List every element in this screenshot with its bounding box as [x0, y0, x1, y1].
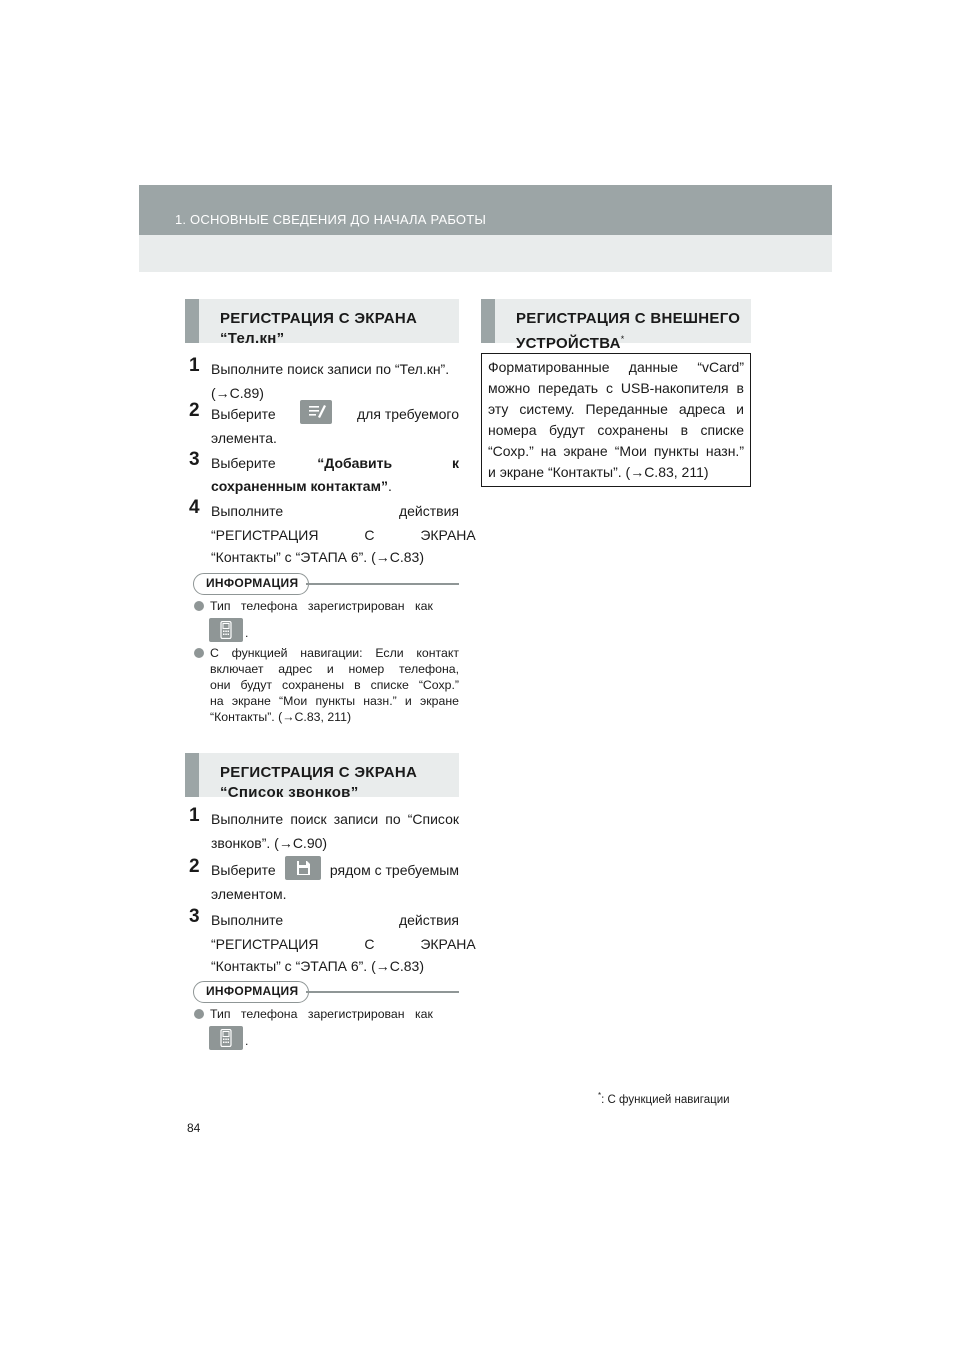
section-accent	[185, 753, 199, 797]
step-3: 3 Выполните действия “РЕГИСТРАЦИЯ С ЭКРАНА “Контакты” с “ЭТАПА 6”. (→С.83)	[189, 906, 476, 974]
step-3: 3 Выберите “Добавить к сохраненным контактам”.	[189, 449, 459, 494]
phone-icon	[209, 1026, 243, 1050]
section-heading-external-device	[481, 299, 751, 352]
bullet-dot	[194, 648, 204, 658]
footnote: *: С функцией навигации	[598, 1091, 730, 1106]
section-accent	[185, 299, 199, 343]
bullet-dot	[194, 1009, 204, 1019]
section-heading-phonebook	[185, 299, 459, 347]
step-1: 1 Выполните поиск записи по “Список звонков”. (→С.90)	[189, 805, 459, 851]
section-title: РЕГИСТРАЦИЯ С ЭКРАНА “Тел.кн”	[220, 310, 418, 347]
step-4: 4 Выполните действия “РЕГИСТРАЦИЯ С ЭКРАНА “Контакты” с “ЭТАПА 6”. (→С.83)	[189, 497, 476, 565]
chapter-header-subbar	[139, 235, 832, 272]
info-rule	[306, 991, 459, 993]
info-badge: ИНФОРМАЦИЯ	[193, 981, 309, 1003]
step-2: 2 Выберите рядом с требуемым элементом.	[189, 856, 459, 902]
section-accent	[481, 299, 495, 343]
vcard-info-box: Форматированные данные “vCard” можно передать с USB-накопителя в эту систему. Переданные адреса и номера будут сохранены в списке “Сохр.” на экране “Мои пункты назн.” и экране “Контакты”. (→С.83, 211)	[481, 353, 751, 487]
chapter-header-bar	[139, 185, 832, 235]
bullet-dot	[194, 601, 204, 611]
step-1: 1 Выполните поиск записи по “Тел.кн”. (→С.89)	[189, 355, 450, 401]
section-title: РЕГИСТРАЦИЯ С ВНЕШНЕГО УСТРОЙСТВА*	[516, 310, 741, 352]
info-bullet-2: С функцией навигации: Если контакт включает адрес и номер телефона, они будут сохранены в списке “Сохр.” на экране “Мои пункты назн.” и экране “Контакты”. (→С.83, 211)	[210, 645, 459, 725]
phone-icon	[209, 618, 243, 642]
edit-icon[interactable]	[300, 400, 332, 424]
chapter-title: 1. ОСНОВНЫЕ СВЕДЕНИЯ ДО НАЧАЛА РАБОТЫ	[175, 212, 487, 227]
info-rule	[306, 583, 459, 585]
section-title: РЕГИСТРАЦИЯ С ЭКРАНА “Список звонков”	[220, 764, 418, 801]
info-badge: ИНФОРМАЦИЯ	[193, 573, 309, 595]
info-bullet-1: Тип телефона зарегистрирован как	[210, 598, 459, 614]
info-bullet-1: Тип телефона зарегистрирован как	[210, 1006, 459, 1022]
page-number: 84	[187, 1121, 201, 1135]
info-bullet-1-end: .	[245, 626, 249, 640]
save-icon[interactable]	[285, 856, 321, 880]
info-bullet-1-end: .	[245, 1034, 249, 1048]
step-2: 2 Выберите для требуемого элемента.	[189, 400, 459, 446]
section-heading-call-history	[185, 753, 459, 801]
